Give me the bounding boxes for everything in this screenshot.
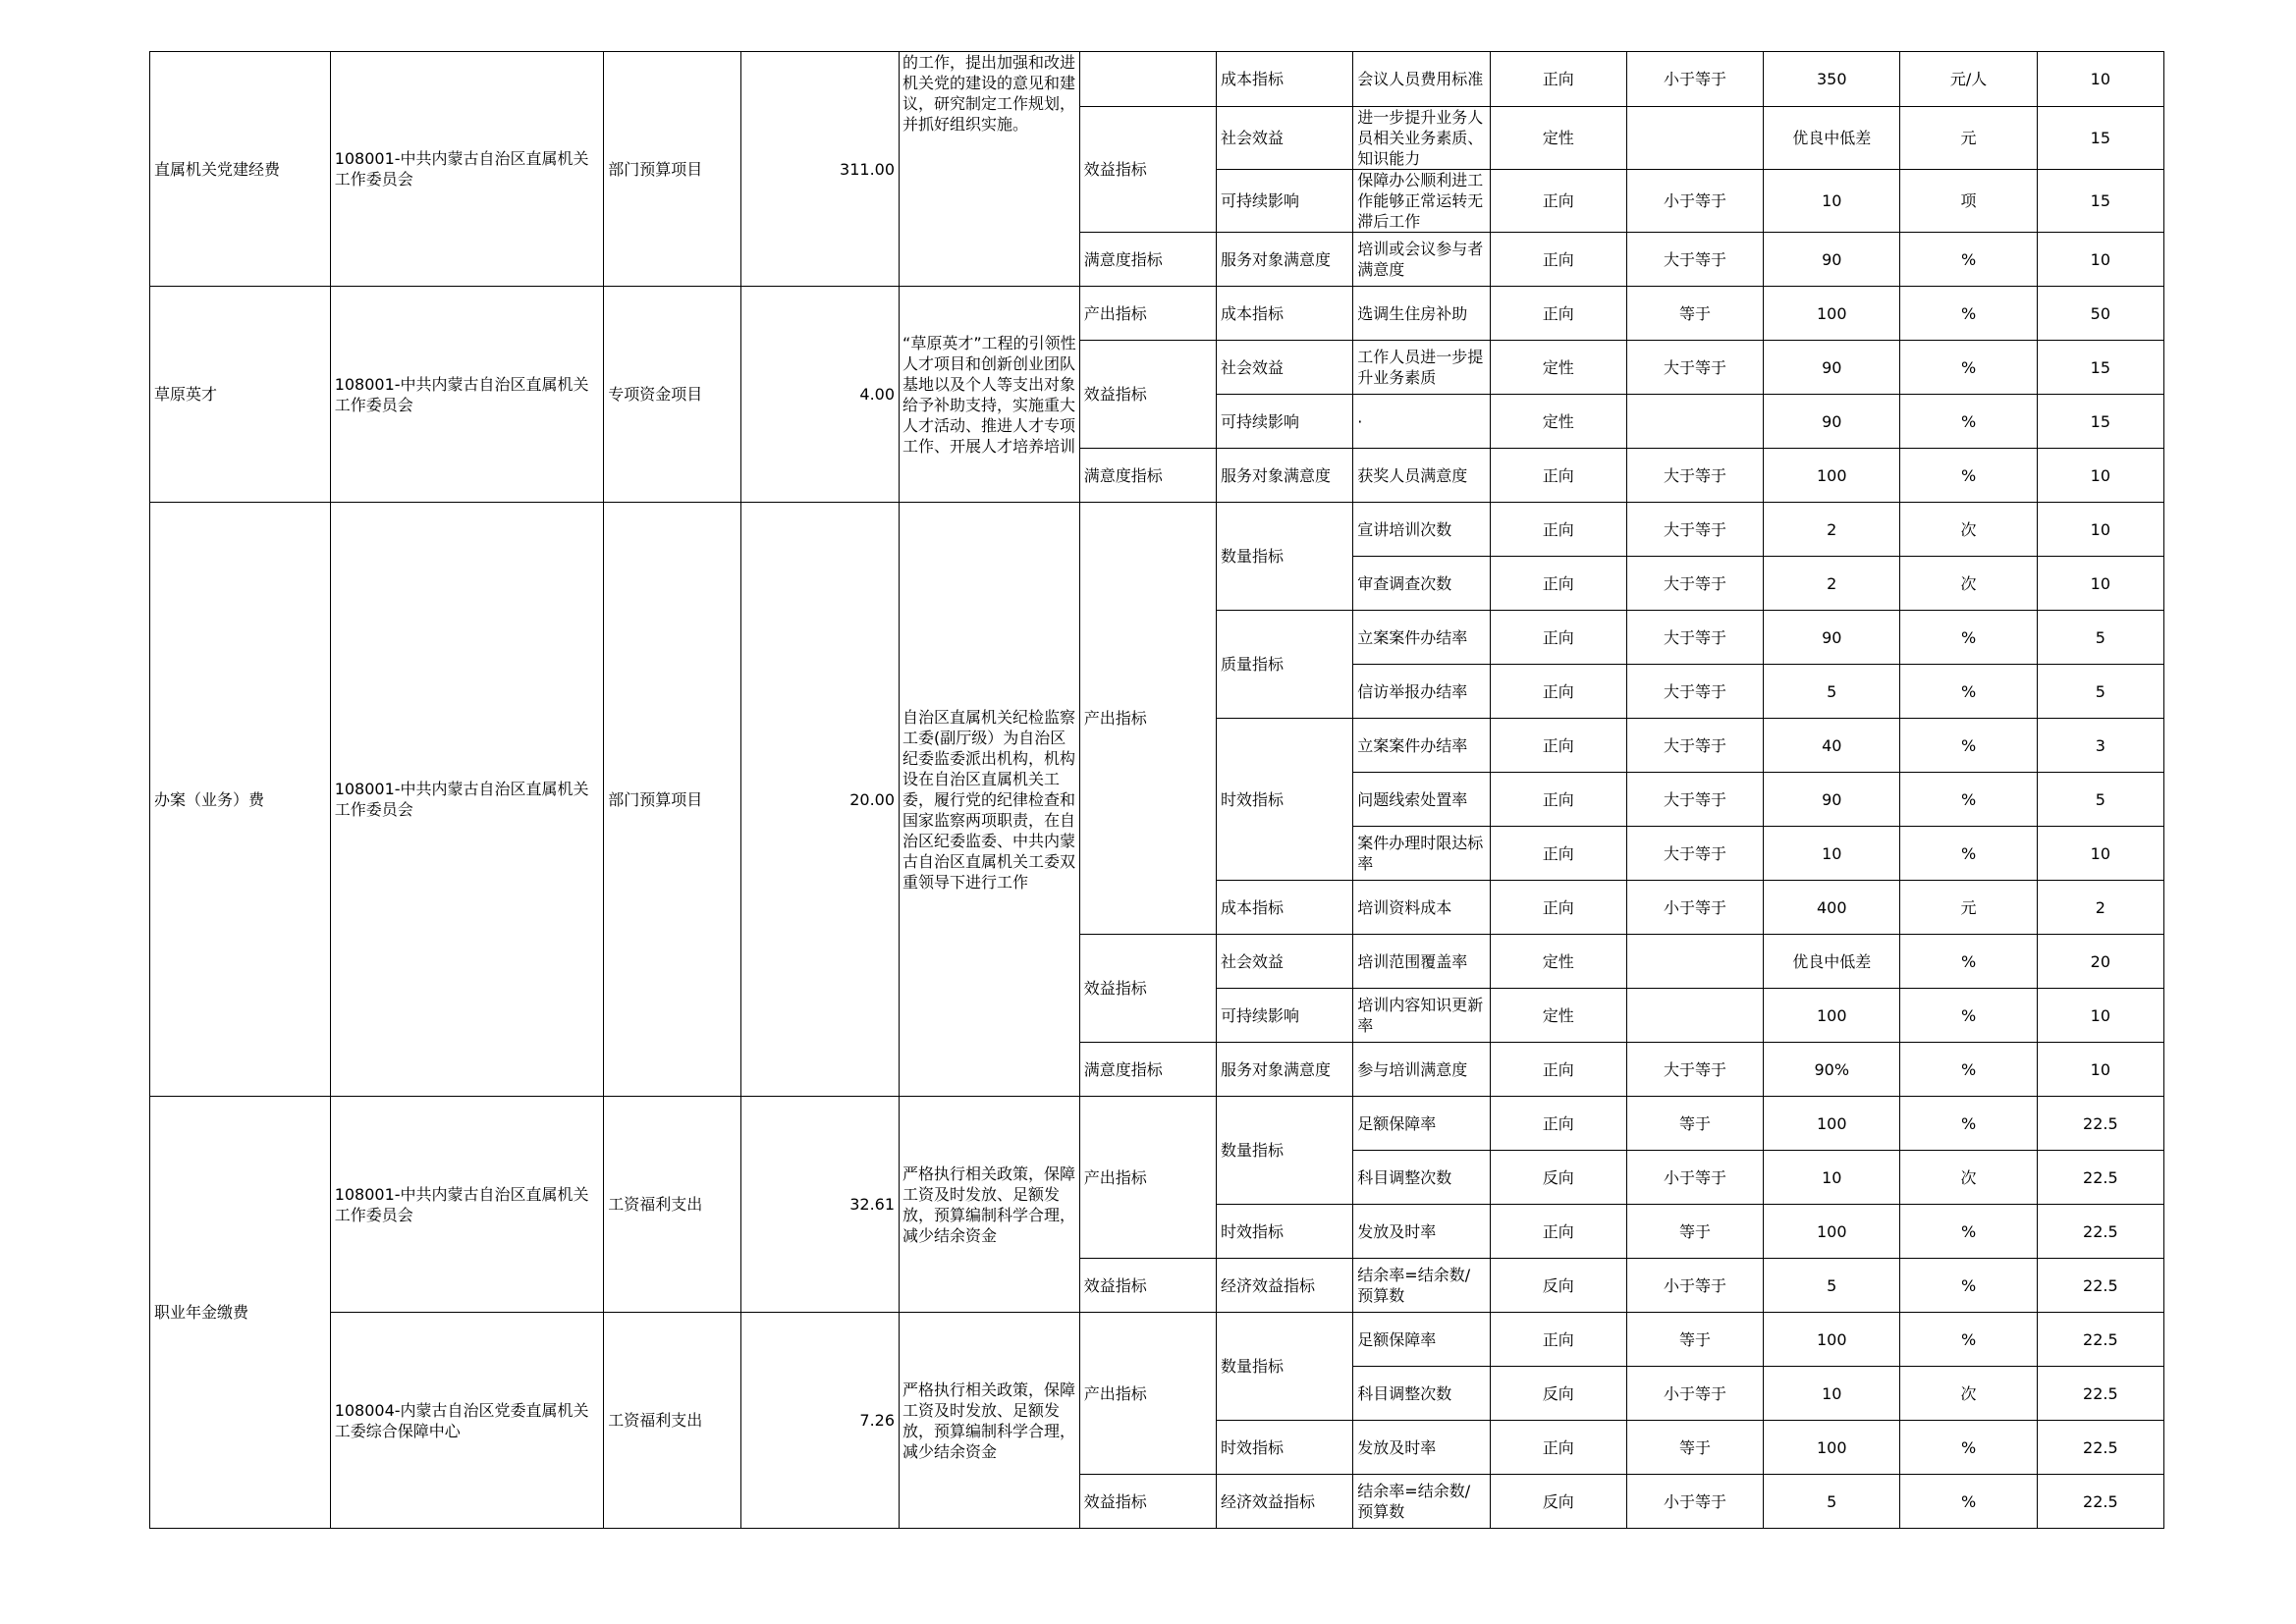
level2-indicator: 经济效益指标 [1217, 1259, 1353, 1313]
project-description: 严格执行相关政策，保障工资及时发放、足额发放，预算编制科学合理，减少结余资金 [900, 1313, 1080, 1529]
project-type: 部门预算项目 [604, 503, 740, 1097]
project-amount: 311.00 [740, 52, 899, 287]
level3-indicator: 结余率=结余数/预算数 [1353, 1475, 1490, 1529]
indicator-weight: 20 [2037, 935, 2163, 989]
level3-indicator: 结余率=结余数/预算数 [1353, 1259, 1490, 1313]
indicator-unit: % [1900, 1421, 2037, 1475]
level2-indicator: 社会效益 [1217, 935, 1353, 989]
level2-indicator: 成本指标 [1217, 287, 1353, 341]
indicator-value: 100 [1764, 287, 1900, 341]
level3-indicator: · [1353, 395, 1490, 449]
project-name: 职业年金缴费 [150, 1097, 331, 1529]
level2-indicator: 服务对象满意度 [1217, 449, 1353, 503]
level1-indicator: 产出指标 [1079, 503, 1216, 935]
indicator-weight: 15 [2037, 170, 2163, 233]
indicator-unit: 次 [1900, 557, 2037, 611]
indicator-unit: 元 [1900, 107, 2037, 170]
level1-indicator: 满意度指标 [1079, 233, 1216, 287]
indicator-weight: 50 [2037, 287, 2163, 341]
indicator-operator: 大于等于 [1626, 719, 1763, 773]
table-row [150, 503, 2164, 557]
indicator-value: 90 [1764, 773, 1900, 827]
indicator-operator: 小于等于 [1626, 52, 1763, 107]
indicator-weight: 22.5 [2037, 1259, 2163, 1313]
indicator-value: 90 [1764, 395, 1900, 449]
unit-name: 108001-中共内蒙古自治区直属机关工作委员会 [330, 503, 604, 1097]
indicator-weight: 5 [2037, 773, 2163, 827]
level3-indicator: 发放及时率 [1353, 1205, 1490, 1259]
indicator-value: 40 [1764, 719, 1900, 773]
indicator-weight: 15 [2037, 395, 2163, 449]
level2-indicator: 数量指标 [1217, 503, 1353, 611]
level3-indicator: 足额保障率 [1353, 1097, 1490, 1151]
indicator-weight: 10 [2037, 233, 2163, 287]
indicator-operator: 大于等于 [1626, 665, 1763, 719]
level3-indicator: 信访举报办结率 [1353, 665, 1490, 719]
level3-indicator: 培训内容知识更新率 [1353, 989, 1490, 1043]
indicator-direction: 定性 [1490, 341, 1626, 395]
level3-indicator: 进一步提升业务人员相关业务素质、知识能力 [1353, 107, 1490, 170]
level3-indicator: 培训资料成本 [1353, 881, 1490, 935]
indicator-unit: % [1900, 773, 2037, 827]
indicator-unit: % [1900, 341, 2037, 395]
indicator-direction: 正向 [1490, 52, 1626, 107]
project-amount: 4.00 [740, 287, 899, 503]
level2-indicator: 可持续影响 [1217, 989, 1353, 1043]
project-amount: 32.61 [740, 1097, 899, 1313]
indicator-unit: % [1900, 395, 2037, 449]
indicator-weight: 5 [2037, 611, 2163, 665]
indicator-value: 10 [1764, 1151, 1900, 1205]
indicator-direction: 定性 [1490, 395, 1626, 449]
level3-indicator: 参与培训满意度 [1353, 1043, 1490, 1097]
indicator-value: 100 [1764, 989, 1900, 1043]
indicator-direction: 正向 [1490, 773, 1626, 827]
project-name: 直属机关党建经费 [150, 52, 331, 287]
indicator-operator: 大于等于 [1626, 557, 1763, 611]
level2-indicator: 成本指标 [1217, 881, 1353, 935]
indicator-operator: 小于等于 [1626, 1475, 1763, 1529]
indicator-direction: 正向 [1490, 827, 1626, 881]
level1-indicator: 效益指标 [1079, 1259, 1216, 1313]
indicator-weight: 10 [2037, 827, 2163, 881]
level3-indicator: 案件办理时限达标率 [1353, 827, 1490, 881]
indicator-weight: 10 [2037, 52, 2163, 107]
indicator-weight: 22.5 [2037, 1421, 2163, 1475]
indicator-operator: 等于 [1626, 1097, 1763, 1151]
indicator-value: 90% [1764, 1043, 1900, 1097]
indicator-operator: 小于等于 [1626, 1151, 1763, 1205]
level3-indicator: 足额保障率 [1353, 1313, 1490, 1367]
level3-indicator: 科目调整次数 [1353, 1367, 1490, 1421]
indicator-value: 100 [1764, 1097, 1900, 1151]
level3-indicator: 获奖人员满意度 [1353, 449, 1490, 503]
project-description: 的工作，提出加强和改进机关党的建设的意见和建议，研究制定工作规划，并抓好组织实施。 [902, 53, 1076, 134]
indicator-direction: 正向 [1490, 1421, 1626, 1475]
indicator-weight: 10 [2037, 449, 2163, 503]
indicator-value: 100 [1764, 449, 1900, 503]
indicator-direction: 正向 [1490, 503, 1626, 557]
indicator-value: 90 [1764, 233, 1900, 287]
project-name: 草原英才 [150, 287, 331, 503]
level1-indicator: 满意度指标 [1079, 449, 1216, 503]
project-description: 严格执行相关政策，保障工资及时发放、足额发放，预算编制科学合理，减少结余资金 [900, 1097, 1080, 1313]
indicator-operator: 大于等于 [1626, 827, 1763, 881]
indicator-value: 优良中低差 [1764, 107, 1900, 170]
level1-indicator: 产出指标 [1079, 287, 1216, 341]
indicator-unit: 次 [1900, 503, 2037, 557]
indicator-value: 2 [1764, 503, 1900, 557]
level3-indicator: 立案案件办结率 [1353, 611, 1490, 665]
indicator-unit: % [1900, 1205, 2037, 1259]
indicator-direction: 正向 [1490, 233, 1626, 287]
table-row [150, 1097, 2164, 1151]
indicator-operator: 等于 [1626, 287, 1763, 341]
indicator-operator: 小于等于 [1626, 1367, 1763, 1421]
indicator-weight: 15 [2037, 107, 2163, 170]
level3-indicator: 科目调整次数 [1353, 1151, 1490, 1205]
unit-name: 108001-中共内蒙古自治区直属机关工作委员会 [330, 287, 604, 503]
indicator-operator [1626, 395, 1763, 449]
level3-indicator: 选调生住房补助 [1353, 287, 1490, 341]
indicator-unit: % [1900, 989, 2037, 1043]
table-row [150, 1313, 2164, 1367]
indicator-operator: 大于等于 [1626, 611, 1763, 665]
level2-indicator: 时效指标 [1217, 1205, 1353, 1259]
level3-indicator: 会议人员费用标准 [1353, 52, 1490, 107]
level1-indicator: 产出指标 [1079, 1097, 1216, 1259]
level1-indicator: 效益指标 [1079, 341, 1216, 449]
indicator-unit: % [1900, 1313, 2037, 1367]
level3-indicator: 工作人员进一步提升业务素质 [1353, 341, 1490, 395]
level1-indicator: 效益指标 [1079, 107, 1216, 233]
indicator-operator [1626, 107, 1763, 170]
level3-indicator: 宣讲培训次数 [1353, 503, 1490, 557]
indicator-direction: 反向 [1490, 1151, 1626, 1205]
indicator-unit: % [1900, 287, 2037, 341]
level2-indicator: 服务对象满意度 [1217, 1043, 1353, 1097]
level2-indicator: 数量指标 [1217, 1313, 1353, 1421]
indicator-weight: 22.5 [2037, 1151, 2163, 1205]
indicator-value: 90 [1764, 611, 1900, 665]
level1-indicator: 满意度指标 [1079, 1043, 1216, 1097]
indicator-direction: 正向 [1490, 1205, 1626, 1259]
indicator-value: 100 [1764, 1313, 1900, 1367]
indicator-weight: 22.5 [2037, 1313, 2163, 1367]
project-name: 办案（业务）费 [150, 503, 331, 1097]
indicator-value: 优良中低差 [1764, 935, 1900, 989]
indicator-unit: 次 [1900, 1367, 2037, 1421]
indicator-direction: 正向 [1490, 665, 1626, 719]
indicator-weight: 2 [2037, 881, 2163, 935]
indicator-value: 5 [1764, 1475, 1900, 1529]
level2-indicator: 质量指标 [1217, 611, 1353, 719]
indicator-direction: 正向 [1490, 611, 1626, 665]
project-description: “草原英才”工程的引领性人才项目和创新创业团队基地以及个人等支出对象给予补助支持，实施重大人才活动、推进人才专项工作、开展人才培养培训 [900, 287, 1080, 503]
table-row [150, 52, 2164, 107]
indicator-unit: % [1900, 611, 2037, 665]
indicator-unit: 项 [1900, 170, 2037, 233]
indicator-unit: % [1900, 233, 2037, 287]
level1-indicator: 效益指标 [1079, 1475, 1216, 1529]
indicator-unit: % [1900, 1259, 2037, 1313]
unit-name: 108001-中共内蒙古自治区直属机关工作委员会 [330, 1097, 604, 1313]
level3-indicator: 保障办公顺利进工作能够正常运转无滞后工作 [1353, 170, 1490, 233]
indicator-operator: 小于等于 [1626, 881, 1763, 935]
indicator-direction: 正向 [1490, 449, 1626, 503]
indicator-unit: % [1900, 665, 2037, 719]
indicator-unit: 次 [1900, 1151, 2037, 1205]
indicator-operator: 大于等于 [1626, 1043, 1763, 1097]
indicator-value: 400 [1764, 881, 1900, 935]
indicator-direction: 反向 [1490, 1367, 1626, 1421]
indicator-direction: 正向 [1490, 170, 1626, 233]
indicator-value: 10 [1764, 170, 1900, 233]
project-description: 自治区直属机关纪检监察工委(副厅级）为自治区纪委监委派出机构，机构设在自治区直属机关工委，履行党的纪律检查和国家监察两项职责，在自治区纪委监委、中共内蒙古自治区直属机关工委双重领导下进行工作 [900, 503, 1080, 1097]
indicator-unit: % [1900, 719, 2037, 773]
indicator-direction: 反向 [1490, 1475, 1626, 1529]
indicator-weight: 10 [2037, 989, 2163, 1043]
indicator-value: 10 [1764, 1367, 1900, 1421]
level2-indicator: 时效指标 [1217, 1421, 1353, 1475]
indicator-weight: 15 [2037, 341, 2163, 395]
indicator-unit: % [1900, 827, 2037, 881]
level3-indicator: 问题线索处置率 [1353, 773, 1490, 827]
indicator-direction: 正向 [1490, 719, 1626, 773]
indicator-weight: 22.5 [2037, 1097, 2163, 1151]
indicator-weight: 10 [2037, 503, 2163, 557]
performance-indicator-table [149, 51, 2164, 1529]
indicator-weight: 3 [2037, 719, 2163, 773]
indicator-unit: 元/人 [1900, 52, 2037, 107]
level2-indicator: 成本指标 [1217, 52, 1353, 107]
level2-indicator: 时效指标 [1217, 719, 1353, 881]
indicator-value: 5 [1764, 665, 1900, 719]
indicator-operator [1626, 989, 1763, 1043]
indicator-direction: 反向 [1490, 1259, 1626, 1313]
unit-name: 108004-内蒙古自治区党委直属机关工委综合保障中心 [330, 1313, 604, 1529]
level2-indicator: 可持续影响 [1217, 395, 1353, 449]
level2-indicator: 社会效益 [1217, 107, 1353, 170]
indicator-unit: % [1900, 449, 2037, 503]
indicator-direction: 正向 [1490, 881, 1626, 935]
indicator-value: 350 [1764, 52, 1900, 107]
indicator-weight: 10 [2037, 1043, 2163, 1097]
indicator-operator: 大于等于 [1626, 341, 1763, 395]
indicator-unit: % [1900, 1097, 2037, 1151]
indicator-value: 90 [1764, 341, 1900, 395]
level3-indicator: 立案案件办结率 [1353, 719, 1490, 773]
project-type: 部门预算项目 [604, 52, 740, 287]
indicator-direction: 正向 [1490, 287, 1626, 341]
indicator-weight: 10 [2037, 557, 2163, 611]
level3-indicator: 发放及时率 [1353, 1421, 1490, 1475]
indicator-unit: 元 [1900, 881, 2037, 935]
indicator-operator: 大于等于 [1626, 773, 1763, 827]
level3-indicator: 培训或会议参与者满意度 [1353, 233, 1490, 287]
indicator-weight: 22.5 [2037, 1367, 2163, 1421]
indicator-operator [1626, 935, 1763, 989]
indicator-value: 2 [1764, 557, 1900, 611]
table-row [150, 287, 2164, 341]
indicator-value: 100 [1764, 1421, 1900, 1475]
indicator-value: 5 [1764, 1259, 1900, 1313]
level2-indicator: 数量指标 [1217, 1097, 1353, 1205]
project-amount: 20.00 [740, 503, 899, 1097]
indicator-direction: 正向 [1490, 1097, 1626, 1151]
indicator-operator: 小于等于 [1626, 170, 1763, 233]
project-type: 工资福利支出 [604, 1097, 740, 1313]
indicator-operator: 等于 [1626, 1313, 1763, 1367]
indicator-weight: 22.5 [2037, 1205, 2163, 1259]
indicator-unit: % [1900, 1475, 2037, 1529]
indicator-value: 100 [1764, 1205, 1900, 1259]
level2-indicator: 服务对象满意度 [1217, 233, 1353, 287]
indicator-operator: 等于 [1626, 1421, 1763, 1475]
indicator-weight: 22.5 [2037, 1475, 2163, 1529]
indicator-operator: 大于等于 [1626, 233, 1763, 287]
indicator-direction: 正向 [1490, 1043, 1626, 1097]
project-type: 专项资金项目 [604, 287, 740, 503]
indicator-unit: % [1900, 935, 2037, 989]
indicator-direction: 定性 [1490, 935, 1626, 989]
level1-indicator: 产出指标 [1079, 1313, 1216, 1475]
level2-indicator: 经济效益指标 [1217, 1475, 1353, 1529]
level3-indicator: 审查调查次数 [1353, 557, 1490, 611]
indicator-direction: 正向 [1490, 557, 1626, 611]
unit-name: 108001-中共内蒙古自治区直属机关工作委员会 [330, 52, 604, 287]
indicator-direction: 正向 [1490, 1313, 1626, 1367]
indicator-weight: 5 [2037, 665, 2163, 719]
project-type: 工资福利支出 [604, 1313, 740, 1529]
indicator-operator: 大于等于 [1626, 503, 1763, 557]
level2-indicator: 社会效益 [1217, 341, 1353, 395]
indicator-value: 10 [1764, 827, 1900, 881]
indicator-direction: 定性 [1490, 107, 1626, 170]
project-amount: 7.26 [740, 1313, 899, 1529]
level1-indicator: 效益指标 [1079, 935, 1216, 1043]
level2-indicator: 可持续影响 [1217, 170, 1353, 233]
indicator-direction: 定性 [1490, 989, 1626, 1043]
indicator-operator: 大于等于 [1626, 449, 1763, 503]
level1-indicator [1079, 52, 1216, 107]
level3-indicator: 培训范围覆盖率 [1353, 935, 1490, 989]
indicator-operator: 等于 [1626, 1205, 1763, 1259]
indicator-operator: 小于等于 [1626, 1259, 1763, 1313]
indicator-unit: % [1900, 1043, 2037, 1097]
